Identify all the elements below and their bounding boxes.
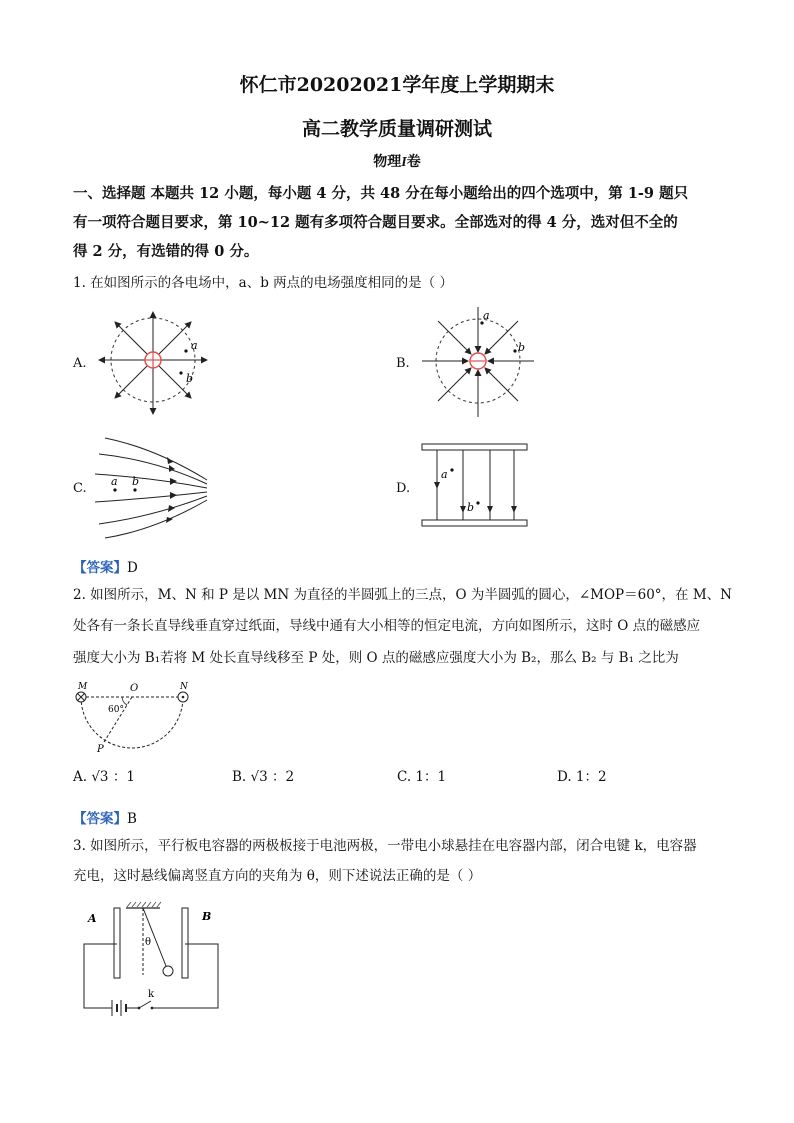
figure-label-o: O [130,683,139,694]
section-instruction-line1: 一、选择题 本题共 12 小题，每小题 4 分，共 48 分在每小题给出的四个选项中，第 1-9 题只 [73,185,689,202]
point-a-label-c: a [111,475,118,488]
q2-stem-line1: 2. 如图所示，M、N 和 P 是以 MN 为直径的半圆弧上的三点，O 为半圆弧的圆心，∠MOP＝60°，在 M、N [73,587,732,603]
q2-option-c: C. 1：1 [397,769,447,785]
section-label-roman: I [401,155,407,170]
figure-label-n: N [180,682,188,692]
charged-ball [163,966,173,976]
q1-answer [73,556,138,576]
q2-option-d: D. 1：2 [557,769,607,785]
q1-option-d-label: D. [396,481,411,496]
q3-stem-line2: 充电，这时悬线偏离竖直方向的夹角为 θ，则下述说法正确的是（ ） [73,868,482,884]
point-a-label-b: a [483,309,490,322]
page-subtitle: 高二教学质量调研测试 [301,118,492,140]
paper-section-label [0,151,794,171]
switch-k-icon [139,1001,151,1008]
plate-a [114,908,120,978]
plate-b [182,908,188,978]
q3-stem-line1: 3. 如图所示，平行板电容器的两极板接于电池两极，一带电小球悬挂在电容器内部，闭合电键 k，电容器 [73,838,697,854]
section-instruction-line2: 有一项符合题目要求，第 10~12 题有多项符合题目要求。全部选对的得 4 分，选对但不全的 [73,214,678,231]
point-b-label-d: b [467,501,475,514]
theta-label: θ [145,937,152,948]
answer-tag: 【答案】 [73,560,127,576]
q1-figure-d [420,442,530,534]
section-instruction-line3: 得 2 分，有选错的得 0 分。 [73,243,259,260]
q3-capacitor-figure [78,900,228,1018]
point-a-label-d: a [441,468,448,481]
q1-option-b-label: B. [396,356,410,371]
plate-a-label: A [88,912,97,925]
q1-stem: 1. 在如图所示的各电场中，a、b 两点的电场强度相同的是（ ） [73,275,453,291]
q2-figure [70,680,200,760]
page-title: 怀仁市20202021学年度上学期期末 [239,74,555,96]
point-b-label-b: b [518,341,526,354]
answer-value: B [127,811,137,827]
q1-option-a-label: A. [73,356,87,371]
q2-option-b: B. √3 ：2 [232,769,295,785]
section-label-prefix: 物理 [373,154,402,170]
q2-answer [73,807,137,827]
switch-label: k [148,989,155,1000]
point-a-label: a [191,339,198,352]
q2-stem-line2: 处各有一条长直导线垂直穿过纸面，导线中通有大小相等的恒定电流，方向如图所示，这时 O 点的磁感应 [73,618,701,634]
q2-stem-line3: 强度大小为 B₁若将 M 处长直导线移至 P 处，则 O 点的磁感应强度大小为 B₂，那么 B₂ 与 B₁ 之比为 [73,650,679,666]
bottom-plate [422,520,527,526]
q1-figure-c [95,430,210,540]
q1-option-c-label: C. [73,481,87,496]
plate-b-label: B [202,910,212,923]
q2-option-a: A. √3 ：1 [73,769,135,785]
point-b-label-c: b [132,475,140,488]
top-plate [422,444,527,450]
figure-label-m: M [78,682,88,692]
point-b-label: b [186,372,194,385]
figure-label-p: P [97,744,104,755]
angle-label: 60° [108,705,124,715]
q1-figure-a [95,310,215,420]
q1-figure-b [420,305,540,420]
answer-tag: 【答案】 [73,811,127,827]
answer-value: D [127,560,138,576]
section-label-suffix: 卷 [406,154,421,170]
